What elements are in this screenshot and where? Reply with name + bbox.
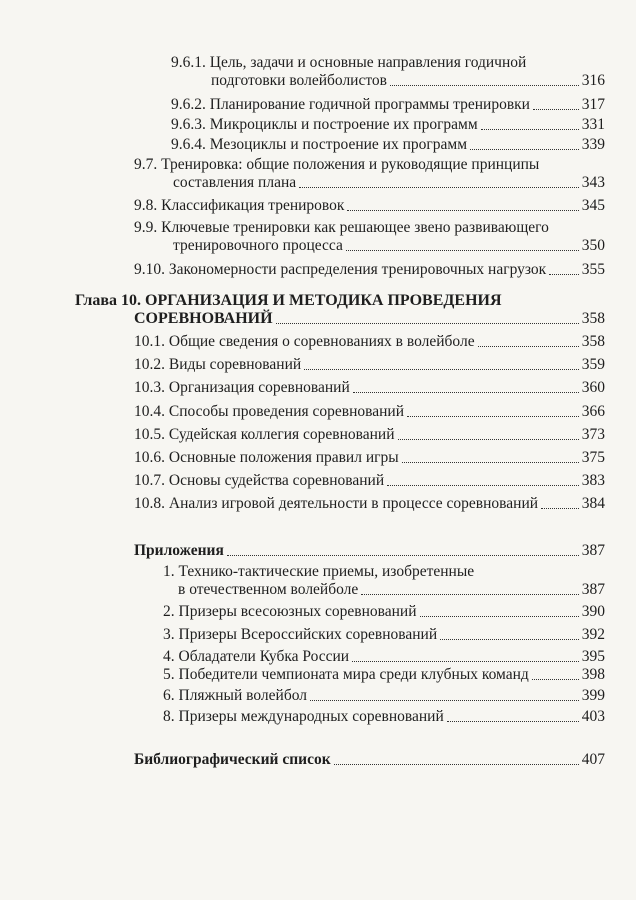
toc-entry-10-5 [134, 426, 605, 444]
entry-number: 3. [163, 626, 175, 643]
entry-title: Общие сведения о соревнованиях в волейболе [168, 333, 475, 350]
leader-dots [398, 439, 579, 440]
leader-dots [447, 721, 579, 722]
page-number: 403 [581, 708, 605, 725]
chapter-label: Глава 10. [75, 292, 141, 309]
toc-entry-10-3 [134, 379, 605, 397]
entry-title: Призеры международных соревнований [178, 708, 444, 725]
page-number: 339 [581, 136, 605, 153]
entry-title: Планирование годичной программы тренировки [209, 96, 530, 113]
entry-title: Виды соревнований [168, 356, 302, 373]
entry-number: 1. [163, 563, 175, 580]
entry-title: Основные положения правил игры [168, 449, 399, 466]
entry-number: 9.8. [134, 197, 158, 214]
toc-entry-9-6-1 [171, 54, 605, 90]
leader-dots [276, 323, 579, 324]
toc-appendix-1 [163, 563, 605, 599]
toc-entry-10-1 [134, 333, 605, 351]
chapter-title-line2: СОРЕВНОВАНИЙ [134, 310, 273, 327]
chapter-title-line1: ОРГАНИЗАЦИЯ И МЕТОДИКА ПРОВЕДЕНИЯ [145, 292, 502, 309]
entry-number: 5. [163, 666, 175, 683]
entry-number: 9.10. [134, 261, 165, 278]
page-number: 387 [581, 581, 605, 598]
entry-title-line1: Цель, задачи и основные направления годичной [209, 54, 527, 71]
toc-entry-9-6-3 [171, 116, 605, 134]
leader-dots [334, 764, 579, 765]
page-number: 360 [581, 379, 605, 396]
page-number: 350 [581, 237, 605, 254]
toc-entry-9-7 [134, 156, 605, 192]
toc-appendix-2 [163, 603, 605, 621]
toc-appendix-3 [163, 626, 605, 644]
leader-dots [347, 210, 578, 211]
toc-appendix-5 [163, 666, 605, 684]
toc-entry-10-4 [134, 403, 605, 421]
entry-title: Судейская коллегия соревнований [168, 426, 395, 443]
entry-number: 10.2. [134, 356, 165, 373]
entry-title-line2: в отечественном волейболе [178, 581, 359, 598]
entry-number: 9.6.3. [171, 116, 206, 133]
page-number: 316 [581, 72, 605, 89]
appendix-title: Приложения [134, 542, 224, 559]
page-number: 317 [581, 96, 605, 113]
toc-entry-9-6-4 [171, 136, 605, 154]
entry-number: 10.7. [134, 472, 165, 489]
entry-title: Призеры всесоюзных соревнований [178, 603, 417, 620]
page-number: 358 [581, 333, 605, 350]
entry-title-line2: подготовки волейболистов [211, 72, 387, 89]
entry-number: 2. [163, 603, 175, 620]
toc-appendix-4 [163, 648, 605, 666]
leader-dots [310, 700, 579, 701]
leader-dots [390, 85, 579, 86]
entry-number: 10.5. [134, 426, 165, 443]
entry-number: 10.4. [134, 403, 165, 420]
entry-title: Организация соревнований [168, 379, 350, 396]
toc-entry-9-8 [134, 197, 605, 215]
toc-appendix-6 [163, 687, 605, 705]
page-number: 373 [581, 426, 605, 443]
toc-entry-9-9 [134, 219, 605, 255]
page-number: 399 [581, 687, 605, 704]
leader-dots [304, 369, 579, 370]
entry-number: 10.1. [134, 333, 165, 350]
page-number: 398 [581, 666, 605, 683]
bibliography-title: Библиографический список [134, 751, 331, 768]
page-number: 407 [581, 751, 605, 768]
page-number: 390 [581, 603, 605, 620]
entry-title: Способы проведения соревнований [168, 403, 405, 420]
entry-title: Классификация тренировок [161, 197, 345, 214]
leader-dots [420, 616, 579, 617]
leader-dots [470, 149, 579, 150]
leader-dots [353, 392, 579, 393]
leader-dots [227, 555, 579, 556]
toc-appendix [134, 542, 605, 560]
toc-bibliography [134, 751, 605, 769]
page-number: 345 [581, 197, 605, 214]
entry-title: Обладатели Кубка России [178, 648, 350, 665]
page-number: 392 [581, 626, 605, 643]
toc-chapter-10 [75, 292, 605, 328]
leader-dots [299, 187, 579, 188]
entry-number: 8. [163, 708, 175, 725]
leader-dots [387, 485, 579, 486]
entry-title: Закономерности распределения тренировочных нагрузок [168, 261, 547, 278]
toc-entry-10-7 [134, 472, 605, 490]
entry-title-line2: составления плана [173, 174, 297, 191]
leader-dots [346, 250, 579, 251]
toc-entry-9-10 [134, 261, 605, 279]
toc-entry-10-8 [134, 495, 605, 513]
entry-number: 10.8. [134, 495, 165, 512]
toc-entry-10-2 [134, 356, 605, 374]
entry-number: 10.3. [134, 379, 165, 396]
entry-title: Основы судейства соревнований [168, 472, 385, 489]
entry-title-line1: Тренировка: общие положения и руководящие принципы [161, 156, 540, 173]
entry-title: Мезоциклы и построение их программ [209, 136, 467, 153]
toc-appendix-8 [163, 708, 605, 726]
page-number: 331 [581, 116, 605, 133]
leader-dots [407, 416, 579, 417]
entry-number: 9.7. [134, 156, 158, 173]
entry-title-line1: Технико-тактические приемы, изобретенные [178, 563, 475, 580]
entry-number: 6. [163, 687, 175, 704]
entry-number: 9.6.4. [171, 136, 206, 153]
leader-dots [352, 661, 579, 662]
entry-number: 9.6.1. [171, 54, 206, 71]
entry-title: Микроциклы и построение их программ [209, 116, 478, 133]
leader-dots [440, 639, 579, 640]
leader-dots [541, 508, 579, 509]
leader-dots [361, 594, 578, 595]
page-number: 384 [581, 495, 605, 512]
page-number: 366 [581, 403, 605, 420]
entry-title: Призеры Всероссийских соревнований [178, 626, 438, 643]
entry-number: 9.9. [134, 219, 158, 236]
toc-entry-10-6 [134, 449, 605, 467]
leader-dots [549, 274, 579, 275]
entry-title: Пляжный волейбол [178, 687, 307, 704]
entry-title-line2: тренировочного процесса [173, 237, 343, 254]
entry-number: 9.6.2. [171, 96, 206, 113]
leader-dots [402, 462, 579, 463]
page-number: 383 [581, 472, 605, 489]
entry-number: 4. [163, 648, 175, 665]
page-number: 358 [581, 310, 605, 327]
page-number: 343 [581, 174, 605, 191]
entry-title: Победители чемпионата мира среди клубных команд [178, 666, 529, 683]
toc-entry-9-6-2 [171, 96, 605, 114]
leader-dots [533, 109, 579, 110]
entry-number: 10.6. [134, 449, 165, 466]
page-number: 355 [581, 261, 605, 278]
page-number: 375 [581, 449, 605, 466]
entry-title-line1: Ключевые тренировки как решающее звено развивающего [161, 219, 549, 236]
page-number: 387 [581, 542, 605, 559]
leader-dots [481, 129, 579, 130]
leader-dots [532, 679, 579, 680]
page-number: 395 [581, 648, 605, 665]
page-number: 359 [581, 356, 605, 373]
entry-title: Анализ игровой деятельности в процессе соревнований [168, 495, 539, 512]
leader-dots [478, 346, 579, 347]
